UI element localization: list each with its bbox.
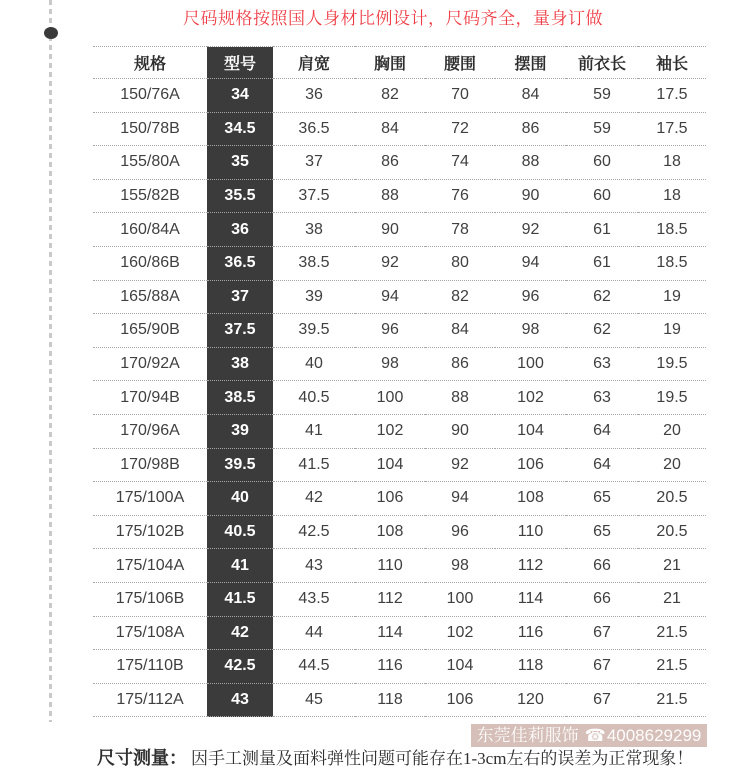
value-cell: 100 bbox=[355, 381, 425, 415]
value-cell: 114 bbox=[355, 616, 425, 650]
value-cell: 37 bbox=[273, 146, 355, 180]
table-row bbox=[93, 347, 706, 381]
value-cell: 41.5 bbox=[273, 448, 355, 482]
value-cell: 66 bbox=[566, 549, 638, 583]
value-cell: 38.5 bbox=[273, 246, 355, 280]
value-cell: 20.5 bbox=[638, 515, 706, 549]
table-row bbox=[93, 179, 706, 213]
value-cell: 17.5 bbox=[638, 79, 706, 113]
value-cell: 61 bbox=[566, 246, 638, 280]
value-cell: 60 bbox=[566, 146, 638, 180]
value-cell: 102 bbox=[495, 381, 566, 415]
table-row bbox=[93, 314, 706, 348]
spec-cell: 160/86B bbox=[93, 246, 207, 280]
value-cell: 102 bbox=[355, 414, 425, 448]
value-cell: 64 bbox=[566, 448, 638, 482]
spec-cell: 175/110B bbox=[93, 650, 207, 684]
value-cell: 66 bbox=[566, 582, 638, 616]
table-row bbox=[93, 549, 706, 583]
value-cell: 21.5 bbox=[638, 650, 706, 684]
column-header-3: 肩宽 bbox=[273, 47, 355, 79]
value-cell: 84 bbox=[355, 112, 425, 146]
model-cell: 42.5 bbox=[207, 650, 273, 684]
value-cell: 88 bbox=[495, 146, 566, 180]
value-cell: 88 bbox=[355, 179, 425, 213]
value-cell: 112 bbox=[495, 549, 566, 583]
value-cell: 78 bbox=[425, 213, 495, 247]
table-row bbox=[93, 280, 706, 314]
phone-icon: ☎ bbox=[584, 726, 606, 745]
model-cell: 39 bbox=[207, 414, 273, 448]
spec-cell: 165/90B bbox=[93, 314, 207, 348]
column-header-4: 胸围 bbox=[355, 47, 425, 79]
model-cell: 36 bbox=[207, 213, 273, 247]
column-header-5: 腰围 bbox=[425, 47, 495, 79]
table-row bbox=[93, 515, 706, 549]
value-cell: 65 bbox=[566, 515, 638, 549]
spec-cell: 170/96A bbox=[93, 414, 207, 448]
value-cell: 94 bbox=[355, 280, 425, 314]
column-header-6: 摆围 bbox=[495, 47, 566, 79]
spec-cell: 175/100A bbox=[93, 482, 207, 516]
model-cell: 42 bbox=[207, 616, 273, 650]
value-cell: 86 bbox=[425, 347, 495, 381]
value-cell: 21 bbox=[638, 582, 706, 616]
model-cell: 37 bbox=[207, 280, 273, 314]
value-cell: 61 bbox=[566, 213, 638, 247]
value-cell: 88 bbox=[425, 381, 495, 415]
value-cell: 67 bbox=[566, 650, 638, 684]
value-cell: 86 bbox=[355, 146, 425, 180]
value-cell: 96 bbox=[355, 314, 425, 348]
timeline-dot bbox=[44, 27, 58, 39]
value-cell: 70 bbox=[425, 79, 495, 113]
value-cell: 19.5 bbox=[638, 347, 706, 381]
value-cell: 21 bbox=[638, 549, 706, 583]
value-cell: 39.5 bbox=[273, 314, 355, 348]
value-cell: 104 bbox=[495, 414, 566, 448]
table-row bbox=[93, 381, 706, 415]
table-header-row bbox=[93, 47, 706, 79]
value-cell: 67 bbox=[566, 616, 638, 650]
value-cell: 59 bbox=[566, 112, 638, 146]
value-cell: 92 bbox=[425, 448, 495, 482]
value-cell: 19 bbox=[638, 280, 706, 314]
value-cell: 67 bbox=[566, 683, 638, 717]
value-cell: 41 bbox=[273, 414, 355, 448]
value-cell: 45 bbox=[273, 683, 355, 717]
value-cell: 96 bbox=[495, 280, 566, 314]
model-cell: 38 bbox=[207, 347, 273, 381]
value-cell: 20.5 bbox=[638, 482, 706, 516]
table-row bbox=[93, 246, 706, 280]
value-cell: 20 bbox=[638, 448, 706, 482]
value-cell: 90 bbox=[425, 414, 495, 448]
value-cell: 106 bbox=[495, 448, 566, 482]
spec-cell: 170/92A bbox=[93, 347, 207, 381]
value-cell: 106 bbox=[425, 683, 495, 717]
spec-cell: 155/80A bbox=[93, 146, 207, 180]
value-cell: 84 bbox=[495, 79, 566, 113]
value-cell: 18 bbox=[638, 179, 706, 213]
value-cell: 40 bbox=[273, 347, 355, 381]
value-cell: 37.5 bbox=[273, 179, 355, 213]
model-cell: 36.5 bbox=[207, 246, 273, 280]
table-row bbox=[93, 650, 706, 684]
value-cell: 20 bbox=[638, 414, 706, 448]
watermark-brand: 东莞佳莉服饰 bbox=[476, 726, 579, 745]
value-cell: 90 bbox=[495, 179, 566, 213]
value-cell: 21.5 bbox=[638, 616, 706, 650]
page-title: 尺码规格按照国人身材比例设计，尺码齐全，量身订做 bbox=[183, 9, 603, 28]
column-header-1: 规格 bbox=[93, 47, 207, 79]
value-cell: 18.5 bbox=[638, 213, 706, 247]
value-cell: 64 bbox=[566, 414, 638, 448]
spec-cell: 175/102B bbox=[93, 515, 207, 549]
model-cell: 39.5 bbox=[207, 448, 273, 482]
table-row bbox=[93, 213, 706, 247]
value-cell: 40.5 bbox=[273, 381, 355, 415]
value-cell: 62 bbox=[566, 280, 638, 314]
column-header-8: 袖长 bbox=[638, 47, 706, 79]
model-cell: 38.5 bbox=[207, 381, 273, 415]
value-cell: 92 bbox=[355, 246, 425, 280]
value-cell: 100 bbox=[425, 582, 495, 616]
value-cell: 118 bbox=[355, 683, 425, 717]
value-cell: 43 bbox=[273, 549, 355, 583]
value-cell: 108 bbox=[495, 482, 566, 516]
value-cell: 36 bbox=[273, 79, 355, 113]
value-cell: 82 bbox=[355, 79, 425, 113]
watermark bbox=[471, 724, 707, 747]
value-cell: 110 bbox=[355, 549, 425, 583]
model-cell: 41.5 bbox=[207, 582, 273, 616]
value-cell: 102 bbox=[425, 616, 495, 650]
value-cell: 74 bbox=[425, 146, 495, 180]
spec-cell: 155/82B bbox=[93, 179, 207, 213]
value-cell: 104 bbox=[355, 448, 425, 482]
value-cell: 19.5 bbox=[638, 381, 706, 415]
spec-cell: 170/94B bbox=[93, 381, 207, 415]
value-cell: 120 bbox=[495, 683, 566, 717]
spec-cell: 175/112A bbox=[93, 683, 207, 717]
value-cell: 98 bbox=[495, 314, 566, 348]
value-cell: 19 bbox=[638, 314, 706, 348]
value-cell: 94 bbox=[425, 482, 495, 516]
table-body bbox=[93, 79, 706, 717]
spec-cell: 160/84A bbox=[93, 213, 207, 247]
table-row bbox=[93, 448, 706, 482]
value-cell: 65 bbox=[566, 482, 638, 516]
table-row bbox=[93, 582, 706, 616]
model-cell: 35 bbox=[207, 146, 273, 180]
value-cell: 98 bbox=[425, 549, 495, 583]
value-cell: 42.5 bbox=[273, 515, 355, 549]
table-row bbox=[93, 482, 706, 516]
spec-cell: 175/106B bbox=[93, 582, 207, 616]
value-cell: 108 bbox=[355, 515, 425, 549]
value-cell: 36.5 bbox=[273, 112, 355, 146]
value-cell: 96 bbox=[425, 515, 495, 549]
table-row bbox=[93, 616, 706, 650]
size-table bbox=[93, 46, 706, 717]
note-label: 尺寸测量： bbox=[97, 748, 187, 768]
value-cell: 39 bbox=[273, 280, 355, 314]
value-cell: 116 bbox=[355, 650, 425, 684]
value-cell: 100 bbox=[495, 347, 566, 381]
table-row bbox=[93, 414, 706, 448]
table-row bbox=[93, 683, 706, 717]
value-cell: 63 bbox=[566, 347, 638, 381]
value-cell: 43.5 bbox=[273, 582, 355, 616]
model-cell: 37.5 bbox=[207, 314, 273, 348]
value-cell: 110 bbox=[495, 515, 566, 549]
value-cell: 59 bbox=[566, 79, 638, 113]
value-cell: 106 bbox=[355, 482, 425, 516]
value-cell: 44.5 bbox=[273, 650, 355, 684]
model-cell: 43 bbox=[207, 683, 273, 717]
value-cell: 62 bbox=[566, 314, 638, 348]
value-cell: 63 bbox=[566, 381, 638, 415]
value-cell: 116 bbox=[495, 616, 566, 650]
spec-cell: 175/104A bbox=[93, 549, 207, 583]
column-header-7: 前衣长 bbox=[566, 47, 638, 79]
value-cell: 72 bbox=[425, 112, 495, 146]
value-cell: 112 bbox=[355, 582, 425, 616]
value-cell: 38 bbox=[273, 213, 355, 247]
value-cell: 80 bbox=[425, 246, 495, 280]
note-text: 因手工测量及面料弹性问题可能存在1-3cm左右的误差为正常现象！ bbox=[191, 749, 694, 768]
timeline-dashed-line bbox=[49, 0, 52, 722]
value-cell: 18 bbox=[638, 146, 706, 180]
value-cell: 104 bbox=[425, 650, 495, 684]
table-row bbox=[93, 112, 706, 146]
value-cell: 92 bbox=[495, 213, 566, 247]
value-cell: 82 bbox=[425, 280, 495, 314]
model-cell: 34 bbox=[207, 79, 273, 113]
model-cell: 35.5 bbox=[207, 179, 273, 213]
spec-cell: 150/76A bbox=[93, 79, 207, 113]
table-row bbox=[93, 146, 706, 180]
spec-cell: 165/88A bbox=[93, 280, 207, 314]
value-cell: 118 bbox=[495, 650, 566, 684]
value-cell: 21.5 bbox=[638, 683, 706, 717]
watermark-phone: 4008629299 bbox=[606, 726, 702, 745]
value-cell: 42 bbox=[273, 482, 355, 516]
spec-cell: 170/98B bbox=[93, 448, 207, 482]
value-cell: 60 bbox=[566, 179, 638, 213]
model-cell: 34.5 bbox=[207, 112, 273, 146]
spec-cell: 150/78B bbox=[93, 112, 207, 146]
table-row bbox=[93, 79, 706, 113]
model-cell: 40.5 bbox=[207, 515, 273, 549]
value-cell: 18.5 bbox=[638, 246, 706, 280]
value-cell: 17.5 bbox=[638, 112, 706, 146]
measurement-note bbox=[97, 746, 693, 771]
model-cell: 40 bbox=[207, 482, 273, 516]
value-cell: 94 bbox=[495, 246, 566, 280]
spec-cell: 175/108A bbox=[93, 616, 207, 650]
value-cell: 98 bbox=[355, 347, 425, 381]
value-cell: 86 bbox=[495, 112, 566, 146]
value-cell: 44 bbox=[273, 616, 355, 650]
model-cell: 41 bbox=[207, 549, 273, 583]
column-header-2: 型号 bbox=[207, 47, 273, 79]
value-cell: 90 bbox=[355, 213, 425, 247]
value-cell: 114 bbox=[495, 582, 566, 616]
value-cell: 76 bbox=[425, 179, 495, 213]
value-cell: 84 bbox=[425, 314, 495, 348]
